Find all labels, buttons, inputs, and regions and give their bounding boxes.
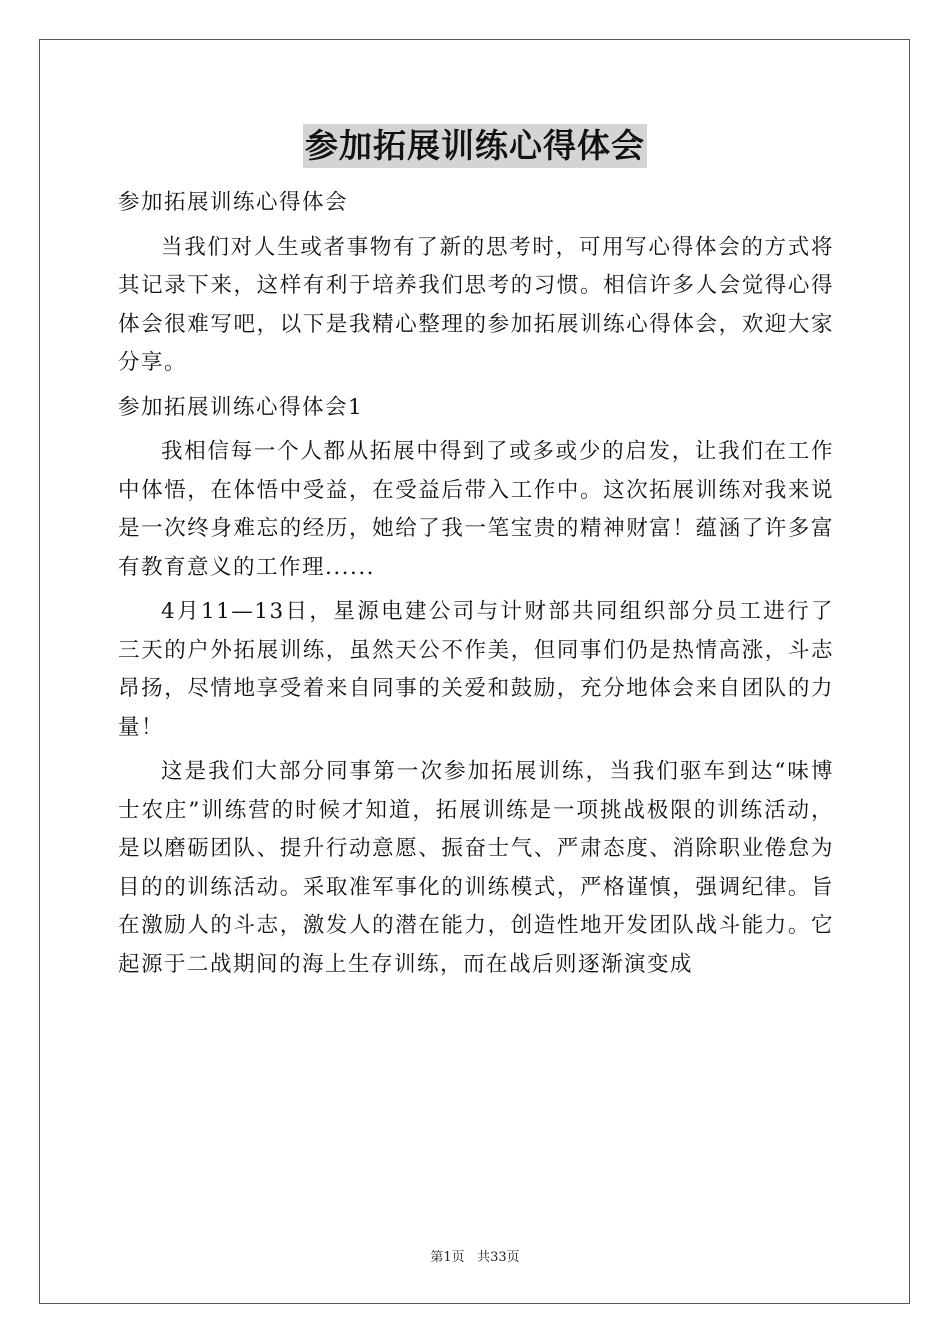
title-container (0, 124, 950, 168)
page-footer (0, 1246, 950, 1265)
page-number: 第1页 (430, 1250, 465, 1265)
body-paragraph-3: 这是我们大部分同事第一次参加拓展训练，当我们驱车到达“味博士农庄”训练营的时候才知道，拓展训练是一项挑战极限的训练活动，是以磨砺团队、提升行动意愿、振奋士气、严肃态度、消除职业倦怠为目的的训练活动。采取准军事化的训练模式，严格谨慎，强调纪律。旨在激励人的斗志，激发人的潜在能力，创造性地开发团队战斗能力。它起源于二战期间的海上生存训练，而在战后则逐渐演变成 (118, 759, 834, 977)
page-total: 共33页 (477, 1250, 520, 1265)
document-subtitle: 参加拓展训练心得体会 (118, 190, 349, 215)
body-paragraph-1: 我相信每一个人都从拓展中得到了或多或少的启发，让我们在工作中体悟，在体悟中受益，在受益后带入工作中。这次拓展训练对我来说是一次终身难忘的经历，她给了我一笔宝贵的精神财富！蕴涵了许多富有教育意义的工作理...... (118, 439, 834, 580)
section-heading: 参加拓展训练心得体会1 (118, 394, 364, 420)
document-title: 参加拓展训练心得体会 (303, 124, 647, 168)
document-body (118, 180, 834, 990)
body-paragraph-2: 4月11—13日，星源电建公司与计财部共同组织部分员工进行了三天的户外拓展训练，虽然天公不作美，但同事们仍是热情高涨，斗志昂扬，尽情地享受着来自同事的关爱和鼓励，充分地体会来自团队的力量！ (118, 599, 834, 740)
intro-paragraph: 当我们对人生或者事物有了新的思考时，可用写心得体会的方式将其记录下来，这样有利于培养我们思考的习惯。相信许多人会觉得心得体会很难写吧，以下是我精心整理的参加拓展训练心得体会，欢迎大家分享。 (118, 234, 834, 375)
